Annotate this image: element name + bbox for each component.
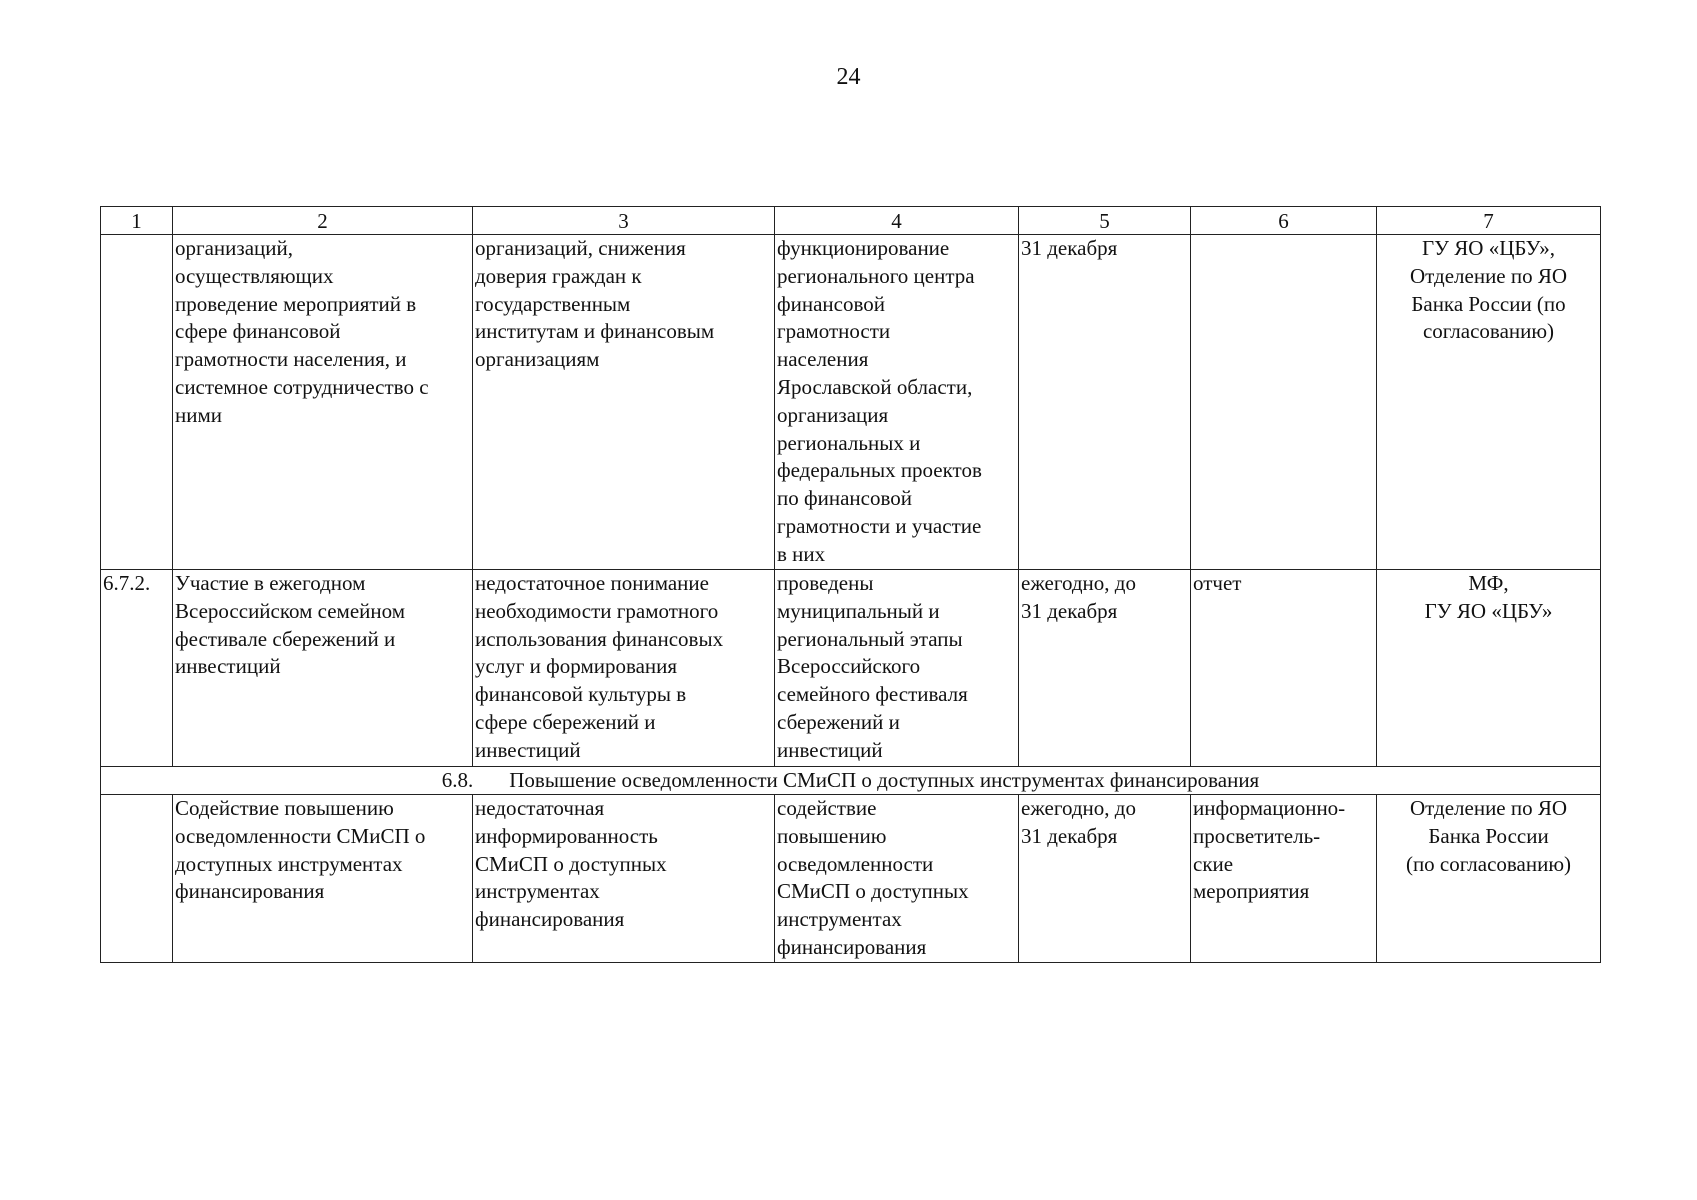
report-form-cell: отчет [1191,570,1377,767]
column-header-5: 5 [1019,207,1191,235]
column-header-4: 4 [775,207,1019,235]
column-header-3: 3 [473,207,775,235]
result-cell: функционирование регионального центра финансовой грамотности населения Ярославской области, организация региональных и федеральных проектов по финансовой грамотности и участие в них [775,235,1019,570]
responsible-cell: ГУ ЯО «ЦБУ», Отделение по ЯО Банка России (по согласованию) [1377,235,1601,570]
table-row [101,235,1601,570]
report-form-cell [1191,235,1377,570]
row-number-cell [101,235,173,570]
section-title: Повышение осведомленности СМиСП о доступных инструментах финансирования [509,768,1260,792]
section-heading [101,767,1601,795]
deadline-cell: 31 декабря [1019,235,1191,570]
row-number-cell [101,795,173,963]
section-heading-row [101,767,1601,795]
problem-cell: организаций, снижения доверия граждан к государственным институтам и финансовым организациям [473,235,775,570]
result-cell: проведены муниципальный и региональный этапы Всероссийского семейного фестиваля сбережений и инвестиций [775,570,1019,767]
result-cell: содействие повышению осведомленности СМиСП о доступных инструментах финансирования [775,795,1019,963]
column-header-6: 6 [1191,207,1377,235]
column-header-2: 2 [173,207,473,235]
column-header-1: 1 [101,207,173,235]
page-number: 24 [836,64,861,90]
row-number-cell: 6.7.2. [101,570,173,767]
activity-cell: организаций, осуществляющих проведение мероприятий в сфере финансовой грамотности населения, и системное сотрудничество с ними [173,235,473,570]
table-row [101,570,1601,767]
problem-cell: недостаточная информированность СМиСП о доступных инструментах финансирования [473,795,775,963]
deadline-cell: ежегодно, до 31 декабря [1019,570,1191,767]
activity-cell: Содействие повышению осведомленности СМиСП о доступных инструментах финансирования [173,795,473,963]
action-plan-table [100,206,1601,963]
problem-cell: недостаточное понимание необходимости грамотного использования финансовых услуг и формирования финансовой культуры в сфере сбережений и инвестиций [473,570,775,767]
table-row [101,795,1601,963]
table-header-row [101,207,1601,235]
deadline-cell: ежегодно, до 31 декабря [1019,795,1191,963]
report-form-cell: информационно- просветитель- ские мероприятия [1191,795,1377,963]
activity-cell: Участие в ежегодном Всероссийском семейном фестивале сбережений и инвестиций [173,570,473,767]
column-header-7: 7 [1377,207,1601,235]
section-number: 6.8. [441,768,474,792]
responsible-cell: МФ, ГУ ЯО «ЦБУ» [1377,570,1601,767]
responsible-cell: Отделение по ЯО Банка России (по согласованию) [1377,795,1601,963]
